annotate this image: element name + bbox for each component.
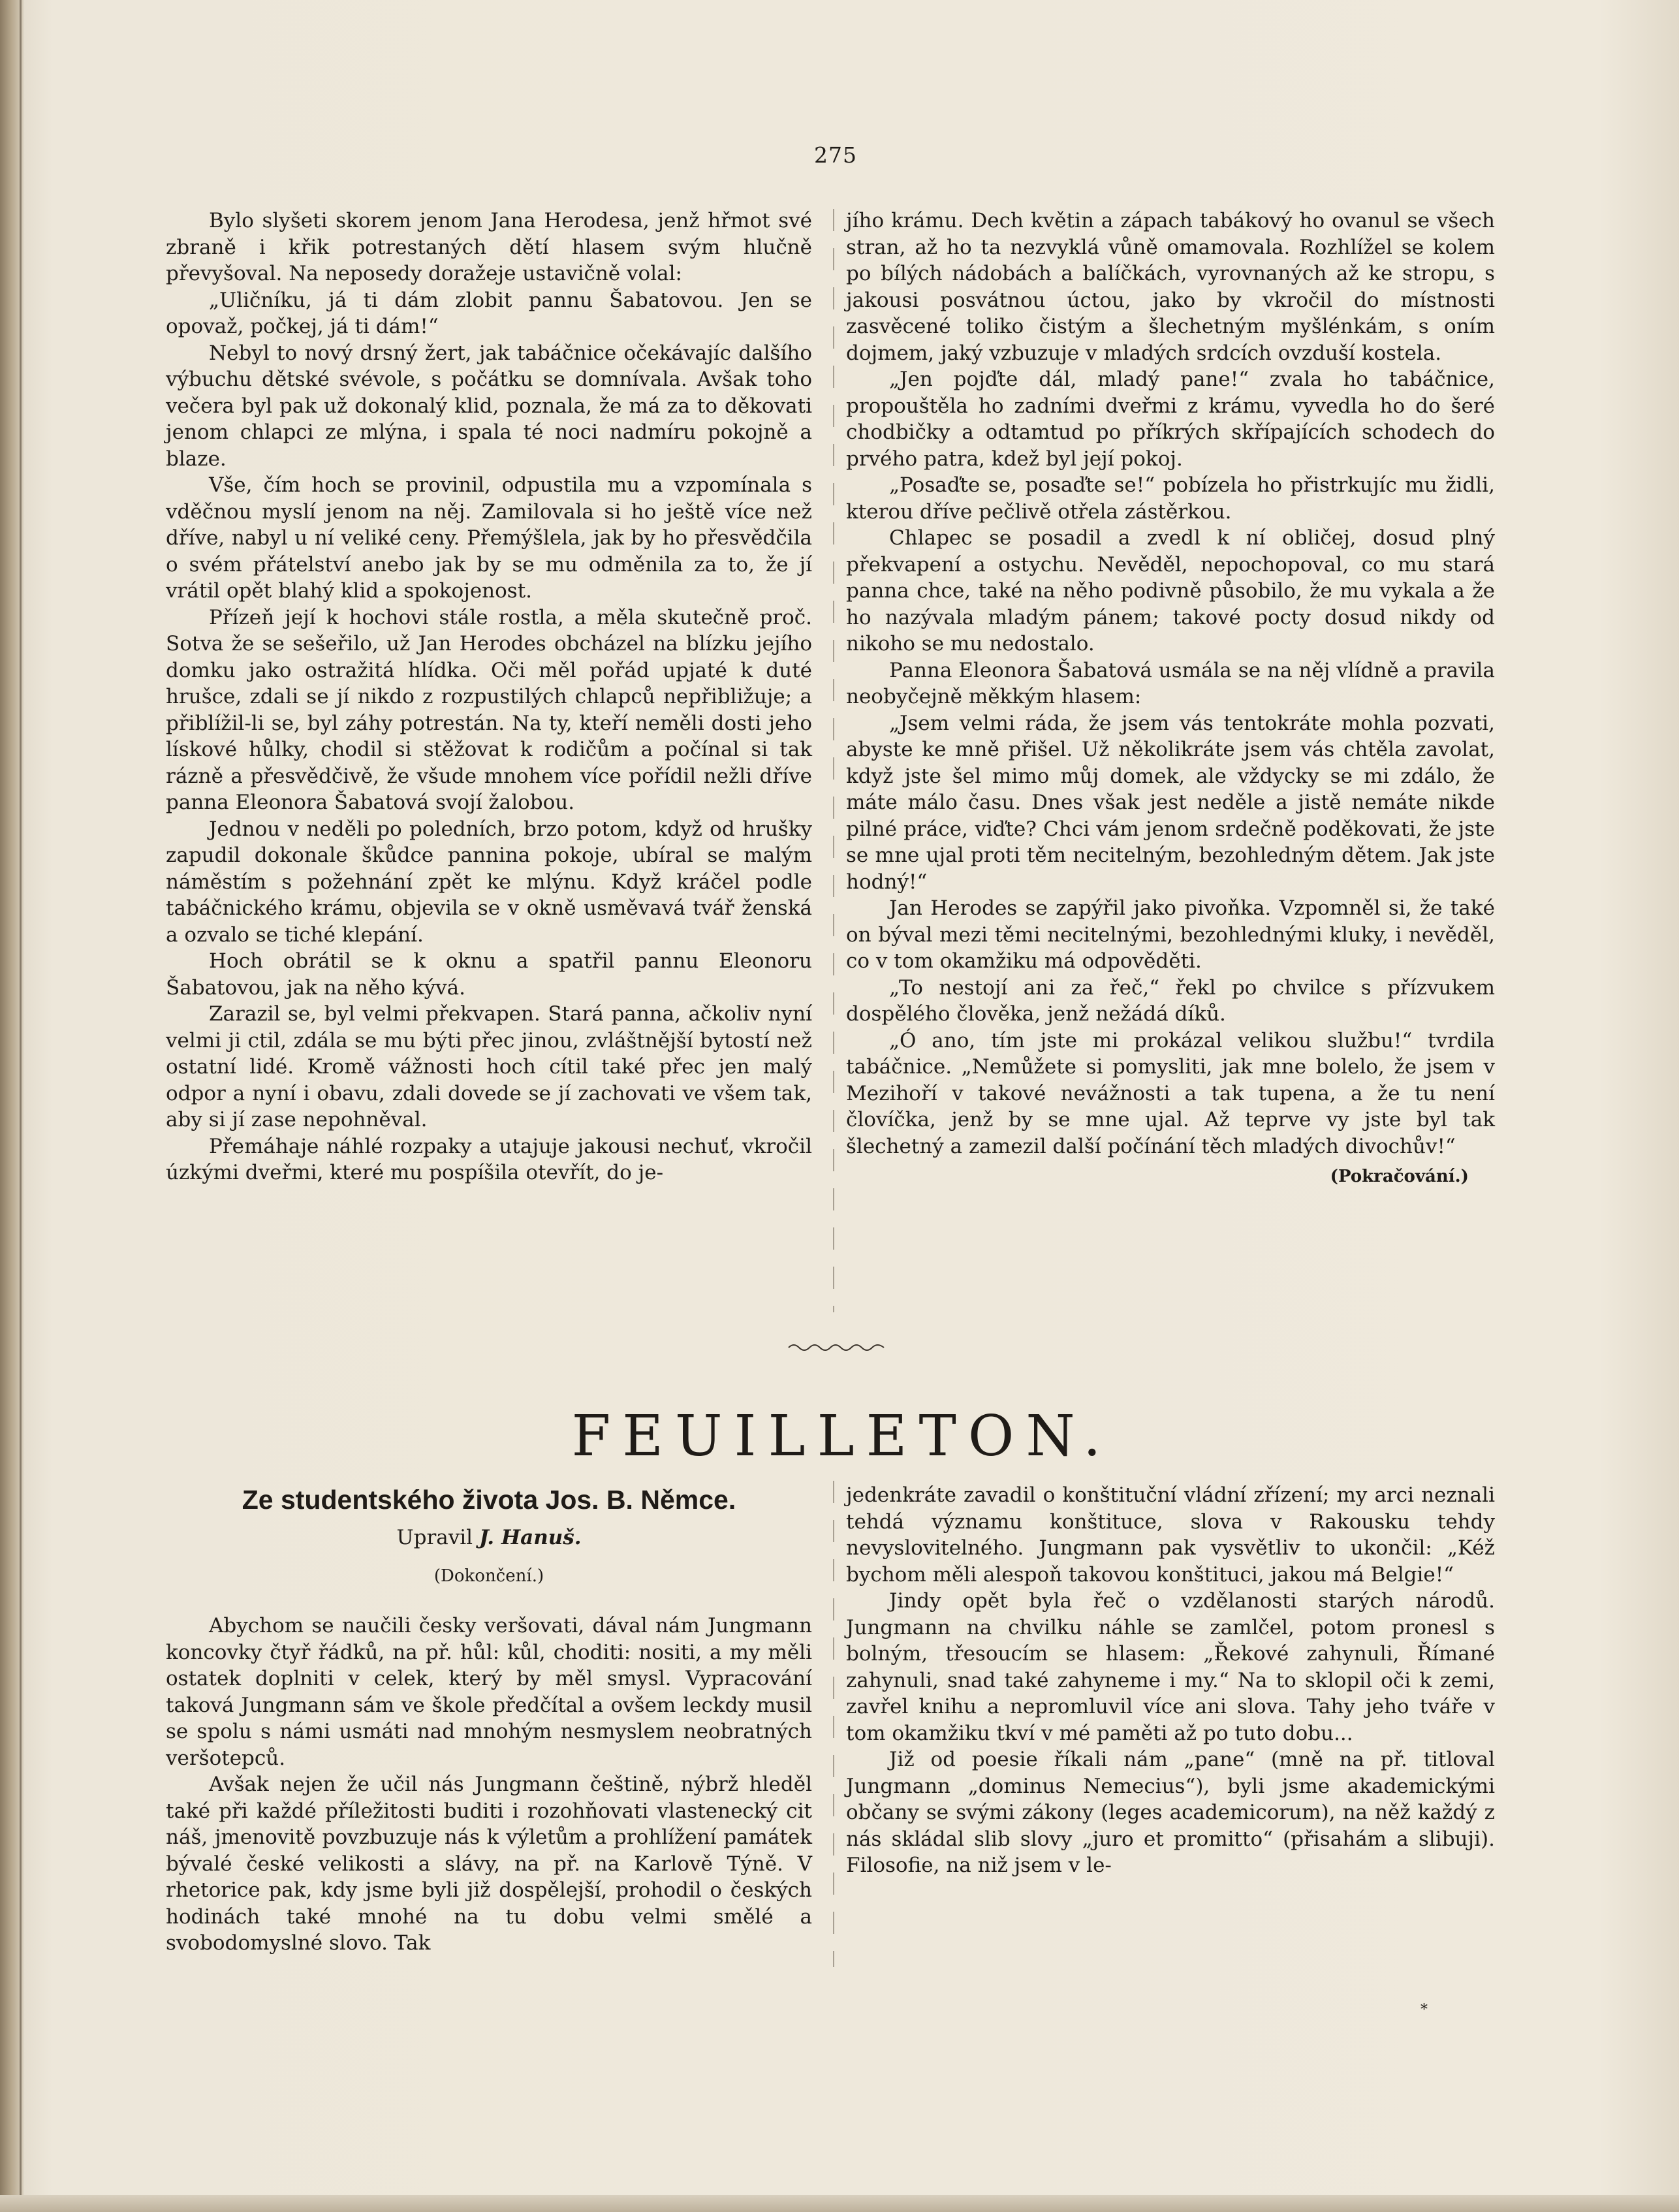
feuilleton-heading: FEUILLETON. bbox=[571, 1404, 1113, 1469]
story-paragraph: „To nestojí ani za řeč,“ řekl po chvilce s přízvukem dospělého člověka, jenž nežádá díků. bbox=[846, 975, 1495, 1026]
separator-ornament bbox=[787, 1340, 885, 1353]
story-paragraph: Nebyl to nový drsný žert, jak tabáčnice očekávajíc dalšího výbuchu dětské svévole, s počátku se domnívala. Avšak toho večera byl pak už dokonalý klid, poznala, že má za to děkovati jenom chlapci ze mlýna, i spala té noci nadmíru pokojně a blaze. bbox=[166, 341, 812, 471]
author-prefix: Upravil bbox=[396, 1526, 473, 1549]
story-paragraph: jího krámu. Dech květin a zápach tabákový ho ovanul se všech stran, až ho ta nezvyklá vůně omamovala. Rozhlížel se kolem po bílých nádobách a balíčkách, vyrovnaných až ke stropu, s jakousi posvátnou úctou, jako by vkročil do místnosti zasvěcené toliko čistým a šlechetným myšlénkám, s oním dojmem, jaký vzbuzuje v mladých srdcích ovzduší kostela. bbox=[846, 209, 1495, 365]
feuilleton-paragraph: jedenkráte zavadil o konštituční vládní zřízení; my arci neznali tehdá významu konštituce, slova v Rakousku tehdy nevyslovitelného. Jungmann pak vysvětliv to ukončil: „Kéž bychom měli alespoň takovou konštituci, jakou má Belgie!“ bbox=[846, 1483, 1495, 1587]
column-divider-top bbox=[833, 209, 834, 1312]
story-paragraph: Panna Eleonora Šabatová usmála se na něj vlídně a pravila neobyčejně měkkým hlasem: bbox=[846, 658, 1495, 708]
story-paragraph: „Posaďte se, posaďte se!“ pobízela ho přistrkujíc mu židli, kterou dříve pečlivě otřela zástěrkou. bbox=[846, 473, 1495, 524]
story-paragraph: „Jen pojďte dál, mladý pane!“ zvala ho tabáčnice, propouštěla ho zadními dveřmi z krámu, vyvedla ho do šeré chodbičky a odtamtud po příkrých skřípajících schodech do prvého patra, kdež byl její pokoj. bbox=[846, 368, 1495, 471]
feuilleton-paragraph: Avšak nejen že učil nás Jungmann češtině, nýbrž hleděl také při každé příležitosti buditi i rozohňovati vlastenecký cit náš, jmenovitě povzbuzuje nás k výletům a prohlížení památek bývalé české velikosti a slávy, na př. na Karlově Týně. V rhetorice pak, kdy jsme byli již dospělejší, prohodil o českých hodinách také mnohé na tu dobu velmi smělé a svobodomyslné slovo. Tak bbox=[166, 1773, 812, 1955]
feuilleton-paragraph: Jindy opět byla řeč o vzdělanosti starých národů. Jungmann na chvilku náhle se zamlčel, potom pronesl s bolným, třesoucím se hlasem: „Řekové zahynuli, Římané zahynuli, snad také zahyneme i my.“ Na to sklopil oči k zemi, zavřel knihu a nepromluvil více ani slova. Tahy jeho tváře v tom okamžiku tkví v mé paměti až po tuto dobu... bbox=[846, 1589, 1495, 1745]
story-paragraph: Bylo slyšeti skorem jenom Jana Herodesa, jenž hřmot své zbraně i křik potrestaných dětí hlasem svým hlučně převyšoval. Na neposedy doražeje ustavičně volal: bbox=[166, 209, 812, 285]
column-divider-bottom bbox=[833, 1481, 834, 1967]
article-title: Ze studentského života Jos. B. Němce. bbox=[242, 1485, 736, 1515]
story-paragraph: Přemáhaje náhlé rozpaky a utajuje jakousi nechuť, vkročil úzkými dveřmi, které mu pospíšila otevřít, do je- bbox=[166, 1134, 812, 1184]
story-paragraph: Hoch obrátil se k oknu a spatřil pannu Eleonoru Šabatovou, jak na něho kývá. bbox=[166, 949, 812, 1000]
page-number: 275 bbox=[814, 142, 857, 168]
article-author bbox=[166, 1526, 812, 1549]
feuilleton-column-left bbox=[166, 1613, 812, 1957]
story-column-left bbox=[166, 208, 812, 1186]
story-paragraph: Jednou v neděli po poledních, brzo potom, když od hrušky zapudil dokonale škůdce pannina pokoje, ubíral se malým náměstím s požehnání zpět ke mlýnu. Když kráčel podle tabáčnického krámu, objevila se v okně usměvavá tvář ženská a ozvalo se tiché klepání. bbox=[166, 817, 812, 947]
story-paragraph: „Ó ano, tím jste mi prokázal velikou službu!“ tvrdila tabáčnice. „Nemůžete si pomysliti, jak mne bolelo, že jsem v Mezihoří v takové nevážnosti a tak tupena, a že tu není človíčka, jenž by se mne ujal. Až teprve vy jste byl tak šlechetný a zamezil další počínání těch mladých divochův!“ bbox=[846, 1028, 1495, 1158]
story-paragraph: Chlapec se posadil a zvedl k ní obličej, dosud plný překvapení a ostychu. Nevěděl, nepochopoval, co mu stará panna chce, také na něho podivně působilo, že mu vykala a že ho nazývala mladým pánem; takové pocty dosud nikdy od nikoho se mu nedostalo. bbox=[846, 526, 1495, 656]
spine-line bbox=[20, 0, 22, 2212]
page-bottom-edge bbox=[0, 2195, 1679, 2212]
story-paragraph: Zarazil se, byl velmi překvapen. Stará panna, ačkoliv nyní velmi ji ctil, zdála se mu býti přec jinou, zvláštnější bytostí než ostatní lidé. Kromě vážnosti hoch cítil také přec jen malý odpor a nyní i obavu, zdali dovede se jí zachovati ve všem tak, aby si jí zase nepohněval. bbox=[166, 1002, 812, 1131]
story-paragraph: „Uličníku, já ti dám zlobit pannu Šabatovou. Jen se opovaž, počkej, já ti dám!“ bbox=[166, 288, 812, 338]
story-signoff: (Pokračování.) bbox=[1330, 1167, 1469, 1186]
author-name: J. Hanuš. bbox=[479, 1526, 582, 1549]
story-paragraph: „Jsem velmi ráda, že jsem vás tentokráte mohla pozvati, abyste ke mně přišel. Už několikráte jsem vás chtěla zavolat, když jste šel mimo můj domek, ale vždycky se mi zdálo, že máte málo času. Dnes však jest neděle a jistě nemáte nikde pilné práce, viďte? Chci vám jenom srdečně poděkovati, že jste se mne ujal proti těm necitelným, bezohledným dětem. Jak jste hodný!“ bbox=[846, 711, 1495, 894]
article-status: (Dokončení.) bbox=[433, 1566, 544, 1586]
feuilleton-paragraph: Již od poesie říkali nám „pane“ (mně na př. titloval Jungmann „dominus Nemecius“), byli jsme akademickými občany se svými zákony (leges academicorum), na něž každý z nás skládal slib slovy „juro et promitto“ (přisahám a slibuji). Filosofie, na niž jsem v le- bbox=[846, 1748, 1495, 1877]
feuilleton-column-right bbox=[846, 1482, 1495, 1879]
story-column-right bbox=[846, 208, 1495, 1190]
story-paragraph: Jan Herodes se zapýřil jako pivoňka. Vzpomněl si, že také on býval mezi těmi necitelnými, bezohlednými kluky, i nevěděl, co v tom okamžiku má odpověděti. bbox=[846, 896, 1495, 973]
printer-mark: * bbox=[1420, 2002, 1428, 2018]
feuilleton-paragraph: Abychom se naučili česky veršovati, dával nám Jungmann koncovky čtyř řádků, na př. hůl: kůl, choditi: nositi, a my měli ostatek doplniti v celek, který by měl smysl. Vypracování taková Jungmann sám ve škole předčítal a ovšem leckdy musil se spolu s námi usmáti nad mnohým nesmyslem neobratných veršotepců. bbox=[166, 1614, 812, 1770]
story-paragraph: Vše, čím hoch se provinil, odpustila mu a vzpomínala s vděčnou myslí jenom na něj. Zamilovala si ho ještě více než dříve, nabyl u ní veliké ceny. Přemýšlela, jak by ho přesvědčila o svém přátelství anebo jak by se mu odměnila za to, že jí vrátil opět blahý klid a spokojenost. bbox=[166, 473, 812, 603]
story-paragraph: Přízeň její k hochovi stále rostla, a měla skutečně proč. Sotva že se sešeřilo, už Jan Herodes obcházel na blízku jejího domku jako ostražitá hlídka. Oči měl pořád upjaté k duté hrušce, zdali se jí nikdo z rozpustilých chlapců nepřibližuje; a přiblížil-li se, byl záhy potrestán. Na ty, kteří neměli dosti jeho lískové hůlky, chodil si stěžovat k rodičům a počínal si tak rázně a přesvědčivě, že všude mnohem více pořídil nežli dříve panna Eleonora Šabatová svojí žalobou. bbox=[166, 605, 812, 814]
